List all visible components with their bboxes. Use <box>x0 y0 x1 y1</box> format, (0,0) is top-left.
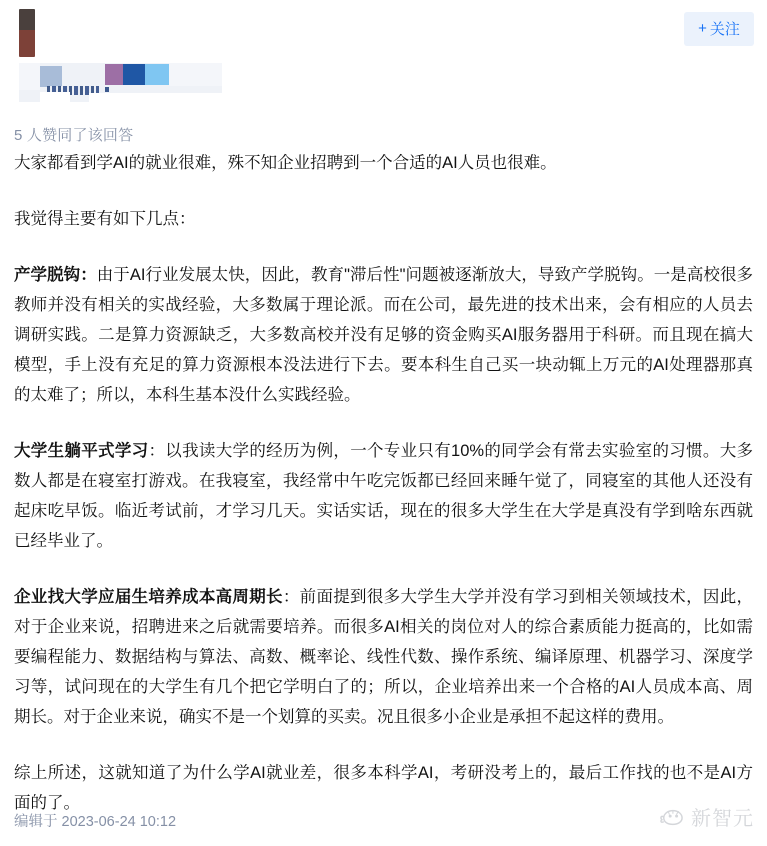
watermark-text: 新智元 <box>691 806 754 830</box>
paragraph-text: 综上所述，这就知道了为什么学AI就业差，很多本科学AI，考研没考上的，最后工作找的也不是AI方面的了。 <box>14 764 753 812</box>
mosaic-block <box>40 66 62 87</box>
mosaic-block <box>145 64 169 85</box>
paragraph-lead: 大学生躺平式学习 <box>14 442 149 460</box>
paragraph-text: ：前面提到很多大学生大学并没有学习到相关领域技术，因此，对于企业来说，招聘进来之后就需要培养。而很多AI相关的岗位对人的综合素质能力挺高的，比如需要编程能力、数据结构与算法、高数、概率论、线性代数、操作系统、编译原理、机器学习、深度学习等，试问现在的大学生有几个把它学明白了的；所以，企业培养出来一个合格的AI人员成本高、周期长。对于企业来说，确实不是一个划算的买卖。况且很多小企业是承担不起这样的费用。 <box>14 588 754 726</box>
answer-header <box>0 0 767 118</box>
paragraph-lead: 企业找大学应届生培养成本高周期长 <box>14 588 283 606</box>
paragraph-text: 由于AI行业发展太快，因此，教育"滞后性"问题被逐渐放大，导致产学脱钩。一是高校很多教师并没有相关的实战经验，大多数属于理论派。而在公司，最先进的技术出来，会有相应的人员去调研实践。二是算力资源缺乏，大多数高校并没有足够的资金购买AI服务器用于科研。而且现在搞大模型，手上没有充足的算力资源根本没法进行下去。要本科生自己买一块动辄上万元的AI处理器那真的太难了；所以，本科生基本没什么实践经验。 <box>14 266 753 404</box>
avatar[interactable] <box>19 9 35 57</box>
mosaic-block <box>123 64 145 85</box>
whale-logo-icon <box>659 806 685 828</box>
paragraph-points-intro <box>14 204 753 234</box>
paragraph-point-3 <box>14 582 753 732</box>
follow-button-label: 关注 <box>709 20 740 38</box>
mosaic-block <box>40 92 70 103</box>
vote-count-label: 5 人赞同了该回答 <box>14 127 134 144</box>
mosaic-block <box>105 64 123 85</box>
paragraph-point-2 <box>14 436 753 556</box>
mosaic-block <box>89 93 224 103</box>
watermark <box>659 802 754 831</box>
answer-content <box>0 148 767 844</box>
mosaic-block <box>19 63 40 90</box>
paragraph-intro <box>14 148 753 178</box>
follow-button[interactable] <box>684 12 754 46</box>
paragraph-text: 大家都看到学AI的就业很难，殊不知企业招聘到一个合适的AI人员也很难。 <box>14 154 557 172</box>
paragraph-point-1 <box>14 260 753 410</box>
paragraph-text: 我觉得主要有如下几点： <box>14 210 196 228</box>
mosaic-block <box>105 87 109 92</box>
edit-timestamp: 编辑于 2023-06-24 10:12 <box>14 814 177 830</box>
paragraph-lead: 产学脱钩： <box>14 266 97 284</box>
author-name-redacted[interactable] <box>19 63 222 102</box>
paragraph-text: ：以我读大学的经历为例，一个专业只有10%的同学会有常去实验室的习惯。大多数人都是在寝室打游戏。在我寝室，我经常中午吃完饭都已经回来睡午觉了，同寝室的其他人还没有起床吃早饭。临近考试前，才学习几天。实话实话，现在的很多大学生在大学是真没有学到啥东西就已经毕业了。 <box>14 442 754 550</box>
paragraph-conclusion <box>14 758 753 818</box>
mosaic-block <box>169 63 222 86</box>
plus-icon: + <box>698 19 707 37</box>
